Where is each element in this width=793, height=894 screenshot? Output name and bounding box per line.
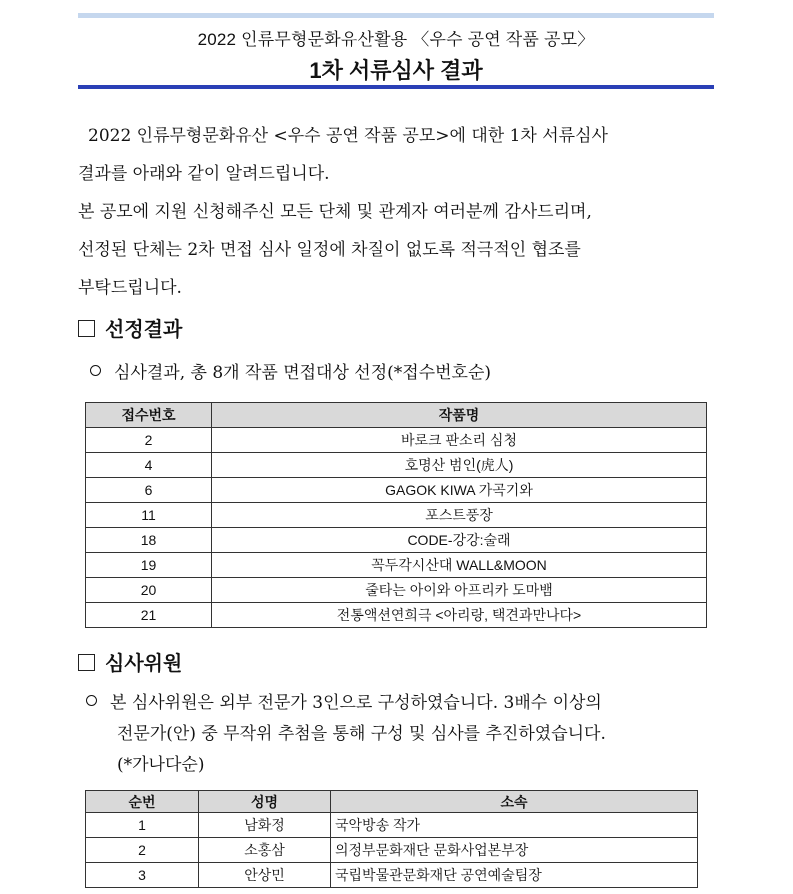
jury-line-text: 본 심사위원은 외부 전문가 3인으로 구성하였습니다. 3배수 이상의 [110, 693, 602, 713]
selection-bullet [90, 358, 491, 383]
column-header-no: 접수번호 [86, 403, 212, 428]
intro-line: 본 공모에 지원 신청해주신 모든 단체 및 관계자 여러분께 감사드리며, [78, 202, 592, 222]
jury-bullet [86, 688, 726, 781]
table-row [86, 528, 707, 553]
column-header-title: 작품명 [212, 403, 707, 428]
selection-bullet-text: 심사결과, 총 8개 작품 면접대상 선정(*접수번호순) [114, 363, 492, 383]
intro-line: 2022 인류무형문화유산 <우수 공연 작품 공모>에 대한 1차 서류심사 [88, 126, 608, 146]
jury-line: (*가나다순) [117, 755, 205, 775]
bullet-circle-icon [86, 695, 97, 706]
cell-no: 20 [86, 578, 212, 603]
table-header-row [86, 403, 707, 428]
jury-line: 전문가(안) 중 무작위 추첨을 통해 구성 및 심사를 추진하였습니다. [117, 724, 606, 744]
cell-no: 21 [86, 603, 212, 628]
column-header-no: 순번 [86, 791, 199, 813]
cell-no: 6 [86, 478, 212, 503]
cell-no: 4 [86, 453, 212, 478]
table-row [86, 428, 707, 453]
cell-org: 국립박물관문화재단 공연예술팀장 [331, 863, 698, 888]
bullet-circle-icon [90, 365, 101, 376]
table-row [86, 603, 707, 628]
cell-name: 소홍삼 [199, 838, 331, 863]
cell-name: 남화정 [199, 813, 331, 838]
cell-org: 국악방송 작가 [331, 813, 698, 838]
table-row [86, 863, 698, 888]
jury-heading [78, 647, 182, 676]
cell-no: 1 [86, 813, 199, 838]
cell-title: 바로크 판소리 심청 [212, 428, 707, 453]
table-row [86, 478, 707, 503]
cell-no: 2 [86, 428, 212, 453]
selection-heading [78, 313, 182, 342]
table-row [86, 813, 698, 838]
intro-paragraph [78, 117, 718, 307]
table-row [86, 453, 707, 478]
cell-title: 포스트풍장 [212, 503, 707, 528]
cell-org: 의정부문화재단 문화사업본부장 [331, 838, 698, 863]
cell-no: 2 [86, 838, 199, 863]
cell-title: GAGOK KIWA 가곡기와 [212, 478, 707, 503]
document-subtitle: 2022 인류무형문화유산활용 〈우수 공연 작품 공모〉 [197, 30, 595, 49]
selection-table [85, 402, 707, 628]
cell-title: 호명산 범인(虎人) [212, 453, 707, 478]
title-top-bar [78, 13, 714, 18]
cell-no: 19 [86, 553, 212, 578]
cell-title: CODE-강강:술래 [212, 528, 707, 553]
table-row [86, 553, 707, 578]
document-title: 1차 서류심사 결과 [309, 58, 483, 83]
cell-title: 꼭두각시산대 WALL&MOON [212, 553, 707, 578]
cell-title: 줄타는 아이와 아프리카 도마뱀 [212, 578, 707, 603]
intro-line: 결과를 아래와 같이 알려드립니다. [78, 164, 330, 184]
cell-no: 18 [86, 528, 212, 553]
cell-name: 안상민 [199, 863, 331, 888]
jury-heading-label: 심사위원 [105, 653, 183, 675]
intro-line: 선정된 단체는 2차 면접 심사 일정에 차질이 없도록 적극적인 협조를 [78, 240, 581, 260]
table-row [86, 578, 707, 603]
checkbox-square-icon [78, 320, 95, 337]
cell-no: 11 [86, 503, 212, 528]
cell-no: 3 [86, 863, 199, 888]
table-row [86, 838, 698, 863]
column-header-name: 성명 [199, 791, 331, 813]
title-bottom-bar [78, 85, 714, 89]
checkbox-square-icon [78, 654, 95, 671]
jury-table [85, 790, 698, 888]
jury-line [86, 688, 726, 719]
intro-line: 부탁드립니다. [78, 278, 182, 298]
table-row [86, 503, 707, 528]
cell-title: 전통액션연희극 <아리랑, 택견과만나다> [212, 603, 707, 628]
column-header-org: 소속 [331, 791, 698, 813]
table-header-row [86, 791, 698, 813]
selection-heading-label: 선정결과 [105, 319, 183, 341]
